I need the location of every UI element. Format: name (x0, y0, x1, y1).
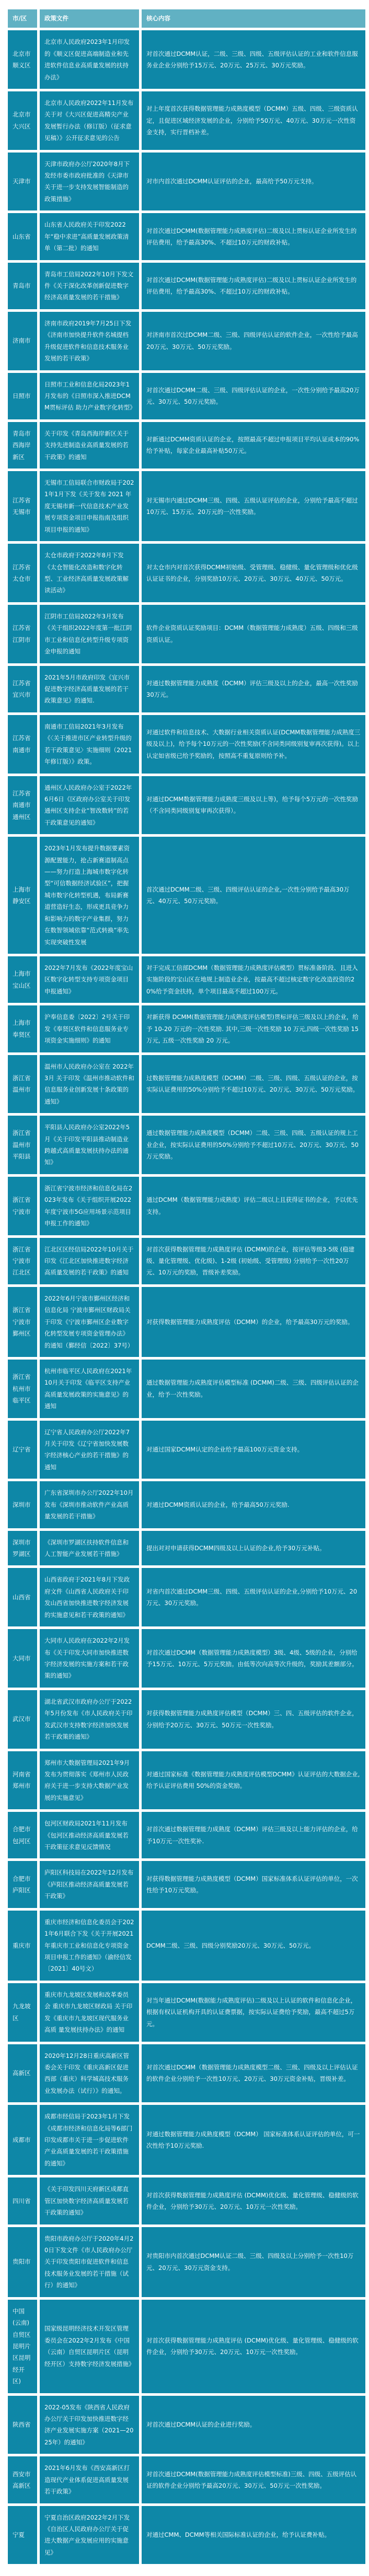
policy-cell: 2022-05发布《陕西省人民政府办公厅关于印发加快推进数字经济产业发展实施方案（2021—2025年）的通知》 (40, 2396, 139, 2454)
column-header-content: 核心内容 (142, 9, 365, 28)
content-cell: 对首次获得数据管理能力成熟度评估 (DCMM)的企业，按评估等级3-5级 (稳建级、量化管理级、优化级)、1-2级 (初始级、受管理级) 分别给予一次性20万元、10万元的奖励，晋级补差奖励。 (142, 1238, 365, 1284)
table-row (8, 2105, 365, 2175)
table-row (8, 1055, 365, 1114)
policy-cell: 辽宁省人民政府办公厅2022年7月关于印发《辽宁省加快发展数字经济核心产业的若干措施》的通知 (40, 1421, 139, 1479)
content-cell: 对贵阳市内首次通过DCMM认证二级、三级、四级及以上分别给予一次性10万元、20万元、30万元资金支持。 (142, 2227, 365, 2297)
table-row (8, 956, 365, 1003)
region-cell: 北京市大兴区 (8, 91, 37, 150)
region-cell: 成都市 (8, 2105, 37, 2175)
policy-cell: 天津市政府办公厅2020年8月下发经市委市政府批准的《天津市关于进一步支持发展智能制造的政策措施》 (40, 153, 139, 211)
content-cell: 对获得数据管理能力成熟度模型（DCMM）国家标准体系认证评估的单位，一次性给予10万元奖励。 (142, 1861, 365, 1907)
content-cell: 对通过国家标准《数据管理能力成熟度评估模型DCMM》认证评估的大数据企业,给予认证评估费用 50%的资金奖励。 (142, 1751, 365, 1810)
region-cell: 深圳市 (8, 1481, 37, 1528)
table-row (8, 1861, 365, 1907)
policy-cell: 温州市人民政府办公室在 2022年3月 关于印发《温州市推动软件和信息服务业创新发展十条政策的通知》 (40, 1055, 139, 1114)
region-cell: 北京市顺义区 (8, 30, 37, 89)
table-row (8, 213, 365, 260)
content-cell: 对省内首次通过DCMM三级、四级、五级评估认证的企业,分别给予10万元、20万元、30万元奖励。 (142, 1568, 365, 1626)
table-row (8, 2506, 365, 2565)
content-cell: 对首次通过DCMM认证，二级、三级、四级、五级评估认证的工业和软件信息服务业企业分别给予15万元、20万元、25万元、30万元奖励。 (142, 30, 365, 89)
region-cell: 四川省 (8, 2177, 37, 2224)
table-row (8, 91, 365, 150)
content-cell: 对首次获得数据管理能力成熟度评估 (DCMM)优化级、量化管理级、稳健级的软件企业，分别给予30万元、20万元、10万元一次性奖励。 (142, 2300, 365, 2393)
content-cell: 对上年度首次获得数据管理能力成熟度模型（DCMM）五级、四级、三级资质认定，且促进区域经济发展的企业，分别给予50万元、40万元、30万元一次性资金支持，实行晋档补差。 (142, 91, 365, 150)
table-row (8, 1568, 365, 1626)
region-cell: 上海市宝山区 (8, 956, 37, 1003)
region-cell: 江苏省太仓市 (8, 544, 37, 602)
table-row (8, 1421, 365, 1479)
content-cell: 对首次通过DCMM(数据管理能力成熟度评估模型标准)三级、四级、五级评估认证的软件企业分别给予最高20万元、30万元、50万元一次性奖励。 (142, 2456, 365, 2503)
content-cell: 对通过软件和信息技术、大数据行业相关资质认证(DCMM数据管理能力成熟度三级及以上)，给予每个10万元的一次性奖励(不含同类同级别复审再次获得)。以上认定如省级已给予奖励的，按照高不重复原则给予补。 (142, 715, 365, 774)
table-row (8, 544, 365, 602)
policy-cell: 2021年5月市政府印发《宜兴市促进数字经济高质量发展的若干政策意见》的通知. (40, 666, 139, 712)
policy-cell: 2022年6月宁波市鄞州区经济和信息化局 宁波市鄞州区财政局关于印发《宁波市鄞州区企业数字化转型发展专项资金管理办法》的通知（鄞经信〔2022〕37号） (40, 1287, 139, 1357)
policy-cell: 北京市人民政府2022年11月发布 关于对《大兴区促进高精尖产业发展暂行办法（修订版）（征求意见稿）》公开征求意见的公告 (40, 91, 139, 150)
content-cell: 提出对对申请获得DCMM四级及以上认证的企业,给予30万元补贴。 (142, 1531, 365, 1566)
region-cell: 山东省 (8, 213, 37, 260)
region-cell: 重庆市 (8, 1911, 37, 1981)
table-header-row (8, 9, 365, 28)
region-cell: 贵阳市 (8, 2227, 37, 2297)
region-cell: 江苏省江阴市 (8, 605, 37, 663)
content-cell: 对首次获得数据管理能力成熟度评估 (DCMM)优化级、量化管理级、稳健级的软件企业，分别给予30万元、20万元、10万元一次性奖励。 (142, 2177, 365, 2224)
table-row (8, 1005, 365, 1052)
content-cell: 对首次通过数据管理能力成熟度（DCMM）评估三级及以上能力评估的企业，给予10万元一次性奖补. (142, 1812, 365, 1858)
region-cell: 武汉市 (8, 1690, 37, 1749)
region-cell: 浙江省温州市平阳县 (8, 1116, 37, 1174)
policy-cell: 《深圳市罗湖区扶持软件信息和人工智能产业发展若干措施》 (40, 1531, 139, 1566)
table-row (8, 312, 365, 370)
content-cell: 软件企业资质认证奖励项目：DCMM（数据管理能力成熟度）五级、四级和三级资质认证。 (142, 605, 365, 663)
region-cell: 济南市 (8, 312, 37, 370)
region-cell: 青岛市 (8, 263, 37, 309)
content-cell: DCMM二级、三级、四级分别奖励20万元、30万元、50万元。 (142, 1911, 365, 1981)
content-cell: 对首次通过DCMM(数据管理能力成熟度评估)二级及以上贯标认证企业所发生的评估费用，给予最高30%、不超过10万元的财政补贴。 (142, 263, 365, 309)
policy-cell: 2023年1月发布提升数据要素资源配置能力，抢占新赛道制高点——努力打造上海城市数字化转型“可信数据经济试验区”，把握城市数字化转型机遇，布局新赛道营造好生态，形成更具竞争力和影响力的数字产业集群，努力在数智领域依靠“范式转换”率先实现突破性发展 (40, 837, 139, 954)
content-cell: 对通过DCMM资质认证的企业，给予最高50万元奖励. (142, 1481, 365, 1528)
region-cell: 江苏省南通市 (8, 715, 37, 774)
policy-cell: 2021年6月发布《西安高新区打造现代产业体系促进高质量发展若干政策》 (40, 2456, 139, 2503)
region-cell: 浙江省宁波市 (8, 1177, 37, 1235)
content-cell: 对通过DCMM数据管理能力成熟度三级及以上等)，给予每个5万元的一次性奖励（不含同类同级别复审再次获得）。 (142, 776, 365, 835)
content-cell: 对首次通过DCMM(数据管理能力成熟度评估)二级及以上贯标认证企业所发生的评估费用，给予最高30%、不超过10万元的财政补贴。 (142, 213, 365, 260)
policy-cell: 平阳县人民政府办公室2022年5月《关于印发平阳县推动制造业跨越式高质量发展扶持办法的通知》 (40, 1116, 139, 1174)
region-cell: 高新区 (8, 2044, 37, 2103)
table-row (8, 1238, 365, 1284)
region-cell: 浙江省宁波市鄞州区 (8, 1287, 37, 1357)
table-row (8, 1629, 365, 1688)
policy-cell: 无锡市工信局联合市财政局于2021年1月下发《关于发布 2021 年度无锡市新一代信息技术产业发展专项资金项目申报指南及组织项目申报的通知》 (40, 471, 139, 541)
policy-cell: 重庆市九龙坡区发展和改革委员会 重庆市九龙坡区财政局 关于印发《重庆市九龙坡区现代服务业高质 量发展扶持办法》的通知 (40, 1983, 139, 2042)
region-cell: 辽宁省 (8, 1421, 37, 1479)
column-header-policy: 政策文件 (40, 9, 139, 28)
region-cell: 西安市高新区 (8, 2456, 37, 2503)
content-cell: 对于完成工信部DCMM（数据管理能力成熟度评估模型）贯标准备阶段、且进入实施阶段的宝山区在地规上制造业企业，按最高不超过核定数字化改造投资的20%给予资金扶持，单个项目最高不超过100万元。 (142, 956, 365, 1003)
content-cell: 对获得数据管理能力成熟度评估模型（DCMM）三、四、五级评估的软件企业，分别给予20万元、30万元、50万元一次性奖励。 (142, 1690, 365, 1749)
policy-cell: 宁夏自治区政府2022年2月下发《自治区人民政府办公厅关于促进大数据产业发展应用的实施意见》 (40, 2506, 139, 2565)
region-cell: 浙江省温州市 (8, 1055, 37, 1114)
content-cell: 通过数据管理能力成熟度评估模型标准 (DCMM)二级、三级、四级评估认证的企业，给予一次性奖励。 (142, 1360, 365, 1418)
content-cell: 过数据管理能力成熟度模型（DCMM）二级、三级、四级、五级认证的企业，按实际认证费用的50%分别给予不超过10万元、20万元、30万元、50万元奖励。 (142, 1055, 365, 1114)
policy-cell: 江北区区经信局2022年10月关于印发《江北区加快推进数字经济高质量发展的若干政策》的通知 (40, 1238, 139, 1284)
table-row (8, 1751, 365, 1810)
table-row (8, 1983, 365, 2042)
region-cell: 上海市静安区 (8, 837, 37, 954)
content-cell: 首次通过DCMM二级、三级、四级评估认证的企业,一次性分别给予最高30万元、40万元、50万元奖励。 (142, 837, 365, 954)
region-cell: 大同市 (8, 1629, 37, 1688)
table-row (8, 1287, 365, 1357)
region-cell: 山西省 (8, 1568, 37, 1626)
table-row (8, 1690, 365, 1749)
policy-cell: 日照市工业和信息化局2023年1月发布的《日照市深入推进DCMM贯标评估 助力产业数字化转型》 (40, 373, 139, 419)
table-row (8, 30, 365, 89)
table-row (8, 471, 365, 541)
policy-cell: 湖北省武汉市政府办公厅于2022年5月份发布《市人民政府关于印发武汉市支持数字经济加快发展若干政策的通知》 (40, 1690, 139, 1749)
table-row (8, 2227, 365, 2297)
content-cell: 对无锡市内通过DCMM三级、四级、五级认证评估的企业，分别给予最高不超过10万元、15万元、20万元的一次性奖励。 (142, 471, 365, 541)
table-row (8, 837, 365, 954)
table-row (8, 715, 365, 774)
content-cell: 对通过数据管理能力成熟度模型（DCMM） 国家标准体系认证评估的单位，可一次性给予10万元奖励. (142, 2105, 365, 2175)
table-row (8, 2300, 365, 2393)
content-cell: 对新获得 DCMM(数据管理能力成熟度评估模型)贯标评估三级及以上的企业，给予 10-20 万元的一次性奖励. 其中,三级一次性奖励 10 万元,四级一次性奖励 15 万元, 五级一次性奖励 20 万元。 (142, 1005, 365, 1052)
table-row (8, 1481, 365, 1528)
content-cell: 对通过国家DCMM认定的企业给予最高100万元资金支持。 (142, 1421, 365, 1479)
region-cell: 浙江省宁波市江北区 (8, 1238, 37, 1284)
table-row (8, 2044, 365, 2103)
policy-cell: 太仓市政府于2022年8月下发《太仓智能化改造和数字化转型、工业经济高质量发展政策解读活动》 (40, 544, 139, 602)
region-cell: 河南省郑州市 (8, 1751, 37, 1810)
region-cell: 中国(云南)自贸区昆明片区昆明经开区) (8, 2300, 37, 2393)
content-cell: 对首次通过DCMM认证的企业进行奖励。 (142, 2396, 365, 2454)
content-cell: 对市内首次通过DCMM认证评估的企业，最高给予50万元支持。 (142, 153, 365, 211)
region-cell: 深圳市罗湖区 (8, 1531, 37, 1566)
policy-cell: 《关于印发四川天府新区成都直管区加快数字经济高质量发展若干政策的通知》 (40, 2177, 139, 2224)
policy-cell: 成都市经信局于2023年1月下发《成都市经济和信息化局等6部门印发成都市关于进一步促进软件产业高质量发展的若干政策措施的通知》 (40, 2105, 139, 2175)
policy-cell: 江阴市工信局2022年3月发布《关于组织2022年度第一批江阴市工业和信息化转型升级专项资金申报的通知 (40, 605, 139, 663)
policy-cell: 国家级昆明经济技术开发区管理委员会在2022年2月发布《中国（云南）自贸区昆明片区（昆明经开区）支持数字经济发展措施》 (40, 2300, 139, 2393)
table-row (8, 1911, 365, 1981)
content-cell: 对首次通过DCMM（数据管理能力成熟度模型二级、三级、四级及以上评估认证的软件企业分别给予一次性10万元、20万元、30万元资金补贴，晋级补差。 (142, 2044, 365, 2103)
region-cell: 九龙坡区 (8, 1983, 37, 2042)
policy-cell: 郑州市大数据管理局2021年9月发布为贯彻落实《郑州市人民政府关于进一步支持大数据产业发展的实施意见》 (40, 1751, 139, 1810)
table-row (8, 1360, 365, 1418)
content-cell: 对通过数据管理能力成熟度（DCMM）评估三级及以上的企业，最高一次性奖励30万元。 (142, 666, 365, 712)
table-row (8, 1116, 365, 1174)
policy-cell: 2020年12月28日重庆高新区管委会关于印发《重庆高新区促进西部（重庆）科学城高技术服务业发展办法（试行）》的通知。 (40, 2044, 139, 2103)
region-cell: 江苏省宜兴市 (8, 666, 37, 712)
region-cell: 陕西省 (8, 2396, 37, 2454)
table-row (8, 1812, 365, 1858)
table-row (8, 2456, 365, 2503)
content-cell: 对太仓市内对首次获得DCMM初始级、受管理级、稳健级、量化管理级和优化级认证证书的企业，分别奖励10万元、20万元、30万元、40万元、50万元。 (142, 544, 365, 602)
policy-cell: 山西省政府于2021年8月下发政府文件《山西省人民政府关于印发山西省加快推进数字经济发展的实施意见和若干政策的通知》 (40, 1568, 139, 1626)
policy-cell: 广东省深圳市办公厅2022年10月发布《深圳市推动软件产业高质量发展的若干措施》 (40, 1481, 139, 1528)
content-cell: 对首次通过DCMM（数据管理能力成熟度模型）3级、4级、5级的企业，分别给予15万元、10万元、5万元奖励。由低等次向高等次升级的，奖励其差额部分。 (142, 1629, 365, 1688)
table-row (8, 666, 365, 712)
content-cell: 对新通过DCMM资质认证的企业，按照最高不超过申报项目平均认证成本的90%给予补贴，每家企业最高补贴50万元。 (142, 422, 365, 469)
content-cell: 对获得数据管理能力成熟度评估（DCMM）的企业，给予最高30万元的奖励。 (142, 1287, 365, 1357)
policy-cell: 山东省人民政府关于印发2022年“稳中求进”高质量发展政策清单（第二批）的通知 (40, 213, 139, 260)
region-cell: 上海市奉贤区 (8, 1005, 37, 1052)
policy-cell: 沪奉信息委〔2022〕2号关于印发《奉贤区软件和信息服务业专项资金实施细则》的通知 (40, 1005, 139, 1052)
table-row (8, 153, 365, 211)
table-row (8, 373, 365, 419)
table-row (8, 605, 365, 663)
policy-cell: 杭州市临平区人民政府在2021年10月关于印发《临平区支持产业高质量发展政策的实施意见》的通知 (40, 1360, 139, 1418)
region-cell: 宁夏 (8, 2506, 37, 2565)
policy-cell: 贵阳市政府办公厅于2020年4月20日下发文件《市人民政府办公厅关于印发贵阳市促进软件和信息技术服务业发展的若干措施（试行）的通知》 (40, 2227, 139, 2297)
region-cell: 合肥市包河区 (8, 1812, 37, 1858)
policy-cell: 关于印发《青岛西海岸新区关于支持先进制造业高质量发展的若干政策》的通知 (40, 422, 139, 469)
policy-cell: 通州区人民政府办公室于2022年6月6日《区政府办公室关于印发通州区支持企业“智改数转”的若干政策意见的通知》 (40, 776, 139, 835)
column-header-region: 市/区 (8, 9, 37, 28)
table-row (8, 263, 365, 309)
content-cell: 通过数据管理能力成熟度模型（DCMM）二级、三级、四级、五级认证的规上工业企业，按实际认证费用的50%分别给予不超过10万元、20万元、30万元、50万元奖励。 (142, 1116, 365, 1174)
region-cell: 江苏省无锡市 (8, 471, 37, 541)
policy-cell: 浙江省宁波市经济和信息化局在2023年发布《关于组织开展2022年度宁波市5G应用场景示范项目申报工作的通知》 (40, 1177, 139, 1235)
policy-cell: 2022年7月发布《2022年度宝山区数字化转型支持专项资金项目申报通知》 (40, 956, 139, 1003)
content-cell: 对当年通过DCMM(数据能力成熟度评估)二级及以上认证的软件和信息化企业，根据有权认证机构开具的认证费票据，按实际认证费给予奖励，最高不超过5万元。 (142, 1983, 365, 2042)
table-row (8, 1531, 365, 1566)
table-row (8, 2396, 365, 2454)
policy-cell: 庐阳区科技局在2022年12月发布《庐阳区推动经济高质量发展若干政策》 (40, 1861, 139, 1907)
table-row (8, 1177, 365, 1235)
table-row (8, 2177, 365, 2224)
content-cell: 对通过CMM、DCMM等相关国际标准认证的企业，给予认证费补贴。 (142, 2506, 365, 2565)
table-row (8, 776, 365, 835)
policy-cell: 重庆市经济和信息化委员会于2021年6月联合下发《关于开展2021年重庆市工业和信息化专项资金项目申报工作的通知》（渝经信发〔2021〕40号文） (40, 1911, 139, 1981)
region-cell: 江苏省南通市通州区 (8, 776, 37, 835)
region-cell: 天津市 (8, 153, 37, 211)
policy-cell: 青岛市工信局2022年10月下发文件《关于深化改革创新促进数字经济高质量发展的若干措施》 (40, 263, 139, 309)
region-cell: 青岛市西海岸新区 (8, 422, 37, 469)
policy-table (5, 7, 368, 2567)
content-cell: 通过DCMM（数据管理能力成熟度）评估二级以上且获得证书的企业，予以优先支持。 (142, 1177, 365, 1235)
region-cell: 合肥市庐阳区 (8, 1861, 37, 1907)
policy-cell: 济南市政府2019年7月25日下发《济南市加快提升软件名城提档升级促进软件和信息技术服务业发展的若干政策》 (40, 312, 139, 370)
region-cell: 浙江省杭州市临平区 (8, 1360, 37, 1418)
policy-cell: 大同市人民政府在2022年2月发布《关于印发大同市加快推进数字经济发展的实施方案和若干政策的通知》 (40, 1629, 139, 1688)
region-cell: 日照市 (8, 373, 37, 419)
policy-cell: 北京市人民政府2023年1月印发的《顺义区促进高端制造业和先进软件信息业高质量发展的扶持办法》 (40, 30, 139, 89)
table-row (8, 422, 365, 469)
content-cell: 对首次通过DCMM二级、三级、四级评估认证的企业，一次性分别给予最高20万元、30万元、50万元奖励。 (142, 373, 365, 419)
policy-cell: 南通市工信局2021年3月发布《〈关于推进市区产业转型升级的若干政策意见〉实施细则（2021年修订版）》政策。 (40, 715, 139, 774)
content-cell: 对济南市首次过DCMM二级、三级、四级评估认证的软件企业，一次性给予最高20万元、30万元、50万元奖励。 (142, 312, 365, 370)
policy-cell: 包河区财政局2021年11月发布《包河区推动经济高质量发展若干政策征求意见反馈情况 (40, 1812, 139, 1858)
